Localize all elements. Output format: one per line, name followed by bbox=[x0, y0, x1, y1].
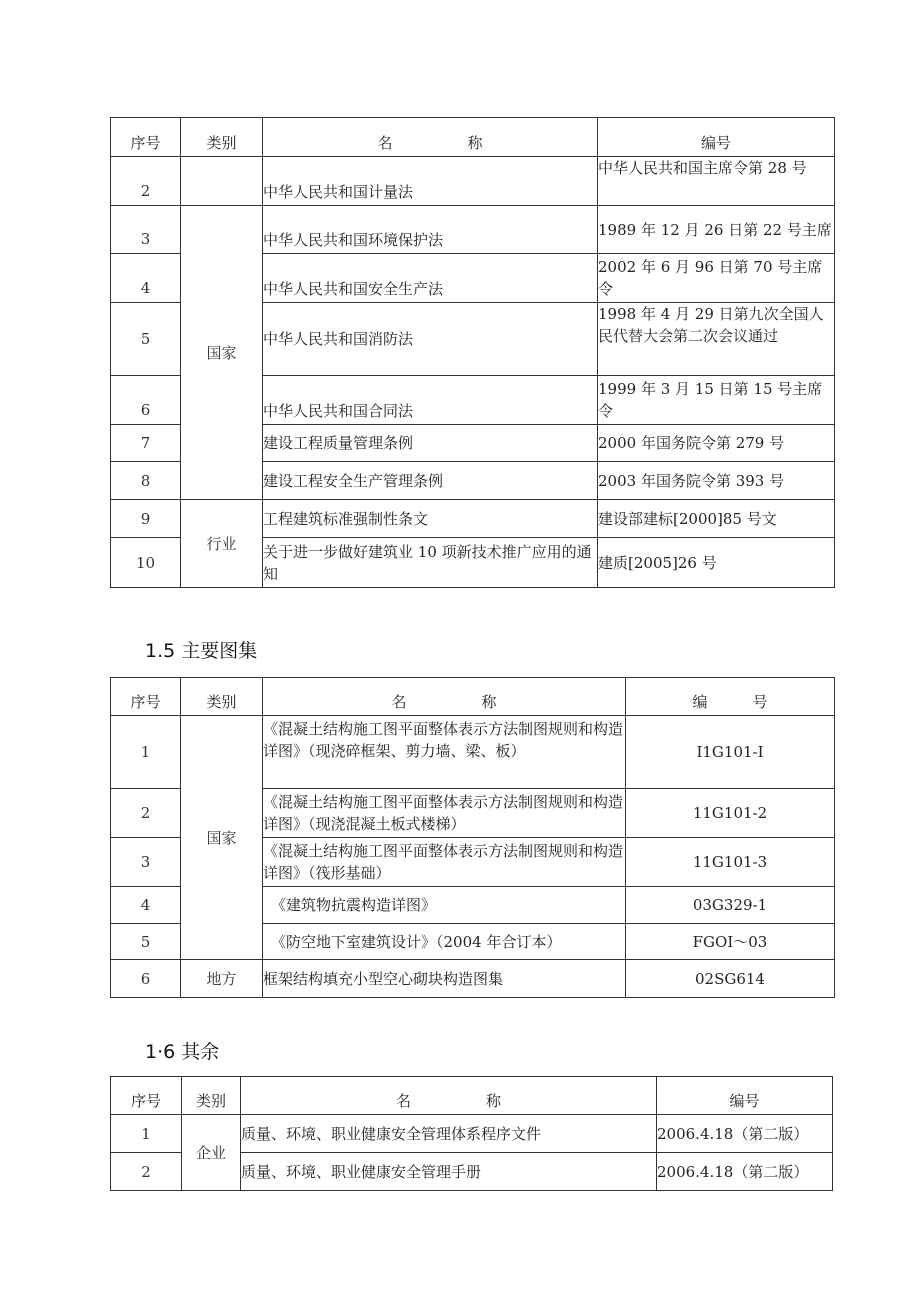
row-seq: 5 bbox=[111, 924, 181, 960]
row-seq: 8 bbox=[111, 462, 181, 500]
row-code: 2003 年国务院令第 393 号 bbox=[598, 462, 835, 500]
row-seq: 6 bbox=[111, 960, 181, 998]
row-seq: 7 bbox=[111, 425, 181, 462]
category-local: 地方 bbox=[181, 960, 263, 998]
header-category: 类别 bbox=[181, 678, 263, 716]
row-name: 《建筑物抗震构造详图》 bbox=[263, 887, 626, 924]
row-name: 工程建筑标准强制性条文 bbox=[263, 500, 598, 538]
row-code: I1G101-I bbox=[626, 716, 835, 789]
row-code: 1989 年 12 月 26 日第 22 号主席 bbox=[598, 206, 835, 254]
row-seq: 3 bbox=[111, 838, 181, 887]
row-code: 11G101-2 bbox=[626, 789, 835, 838]
row-code: 02SG614 bbox=[626, 960, 835, 998]
section-title-others: 1·6 其余 bbox=[145, 1041, 220, 1063]
row-name: 中华人民共和国合同法 bbox=[263, 376, 598, 425]
row-code: FGOI～03 bbox=[626, 924, 835, 960]
row-name: 《混凝土结构施工图平面整体表示方法制图规则和构造详图》（现浇混凝土板式楼梯） bbox=[263, 789, 626, 838]
row-name: 《混凝土结构施工图平面整体表示方法制图规则和构造详图》（现浇碎框架、剪力墙、梁、板） bbox=[263, 716, 626, 789]
row-seq: 2 bbox=[111, 789, 181, 838]
row-seq: 6 bbox=[111, 376, 181, 425]
row-name: 框架结构填充小型空心砌块构造图集 bbox=[263, 960, 626, 998]
row-name: 中华人民共和国安全生产法 bbox=[263, 254, 598, 303]
header-seq: 序号 bbox=[111, 118, 181, 157]
category-industry: 行业 bbox=[181, 500, 263, 588]
header-code: 编 号 bbox=[626, 678, 835, 716]
row-seq: 9 bbox=[111, 500, 181, 538]
row-code: 03G329-1 bbox=[626, 887, 835, 924]
row-seq: 5 bbox=[111, 303, 181, 376]
row-code: 建设部建标[2000]85 号文 bbox=[598, 500, 835, 538]
section-title-atlases: 1.5 主要图集 bbox=[145, 640, 258, 662]
row-name: 中华人民共和国计量法 bbox=[263, 157, 598, 206]
row-code: 1999 年 3 月 15 日第 15 号主席令 bbox=[598, 376, 835, 425]
atlas-table bbox=[110, 677, 835, 998]
table-header-row bbox=[111, 118, 835, 157]
row-code: 2006.4.18（第二版） bbox=[657, 1115, 833, 1153]
row-seq: 10 bbox=[111, 538, 181, 588]
row-category-empty bbox=[181, 157, 263, 206]
row-name: 《防空地下室建筑设计》（2004 年合订本） bbox=[263, 924, 626, 960]
row-name: 关于进一步做好建筑业 10 项新技术推广应用的通知 bbox=[263, 538, 598, 588]
row-name: 建设工程质量管理条例 bbox=[263, 425, 598, 462]
row-seq: 1 bbox=[111, 1115, 182, 1153]
header-seq: 序号 bbox=[111, 678, 181, 716]
table-header-row bbox=[111, 678, 835, 716]
row-code: 建质[2005]26 号 bbox=[598, 538, 835, 588]
row-seq: 2 bbox=[111, 1153, 182, 1191]
row-name: 《混凝土结构施工图平面整体表示方法制图规则和构造详图》（筏形基础） bbox=[263, 838, 626, 887]
row-name: 质量、环境、职业健康安全管理体系程序文件 bbox=[241, 1115, 657, 1153]
table-row bbox=[111, 1115, 833, 1153]
row-name: 中华人民共和国环境保护法 bbox=[263, 206, 598, 254]
table-row bbox=[111, 716, 835, 789]
table-row bbox=[111, 157, 835, 206]
row-code: 2006.4.18（第二版） bbox=[657, 1153, 833, 1191]
row-seq: 3 bbox=[111, 206, 181, 254]
row-code: 2000 年国务院令第 279 号 bbox=[598, 425, 835, 462]
header-seq: 序号 bbox=[111, 1077, 182, 1115]
table-row bbox=[111, 206, 835, 254]
table-row bbox=[111, 960, 835, 998]
row-name: 质量、环境、职业健康安全管理手册 bbox=[241, 1153, 657, 1191]
table-header-row bbox=[111, 1077, 833, 1115]
row-seq: 4 bbox=[111, 254, 181, 303]
enterprise-docs-table bbox=[110, 1076, 833, 1191]
category-national: 国家 bbox=[181, 206, 263, 500]
header-name: 名 称 bbox=[241, 1077, 657, 1115]
header-name: 名 称 bbox=[263, 118, 598, 157]
table-row bbox=[111, 500, 835, 538]
row-seq: 1 bbox=[111, 716, 181, 789]
header-category: 类别 bbox=[181, 118, 263, 157]
header-name: 名 称 bbox=[263, 678, 626, 716]
category-enterprise: 企业 bbox=[182, 1115, 241, 1191]
row-code: 2002 年 6 月 96 日第 70 号主席令 bbox=[598, 254, 835, 303]
row-code: 1998 年 4 月 29 日第九次全国人民代替大会第二次会议通过 bbox=[598, 303, 835, 376]
row-name: 中华人民共和国消防法 bbox=[263, 303, 598, 376]
header-code: 编号 bbox=[657, 1077, 833, 1115]
regulations-table bbox=[110, 117, 835, 588]
header-category: 类别 bbox=[182, 1077, 241, 1115]
row-name: 建设工程安全生产管理条例 bbox=[263, 462, 598, 500]
category-national: 国家 bbox=[181, 716, 263, 960]
row-seq: 4 bbox=[111, 887, 181, 924]
row-seq: 2 bbox=[111, 157, 181, 206]
header-code: 编号 bbox=[598, 118, 835, 157]
row-code: 中华人民共和国主席令第 28 号 bbox=[598, 157, 835, 206]
row-code: 11G101-3 bbox=[626, 838, 835, 887]
